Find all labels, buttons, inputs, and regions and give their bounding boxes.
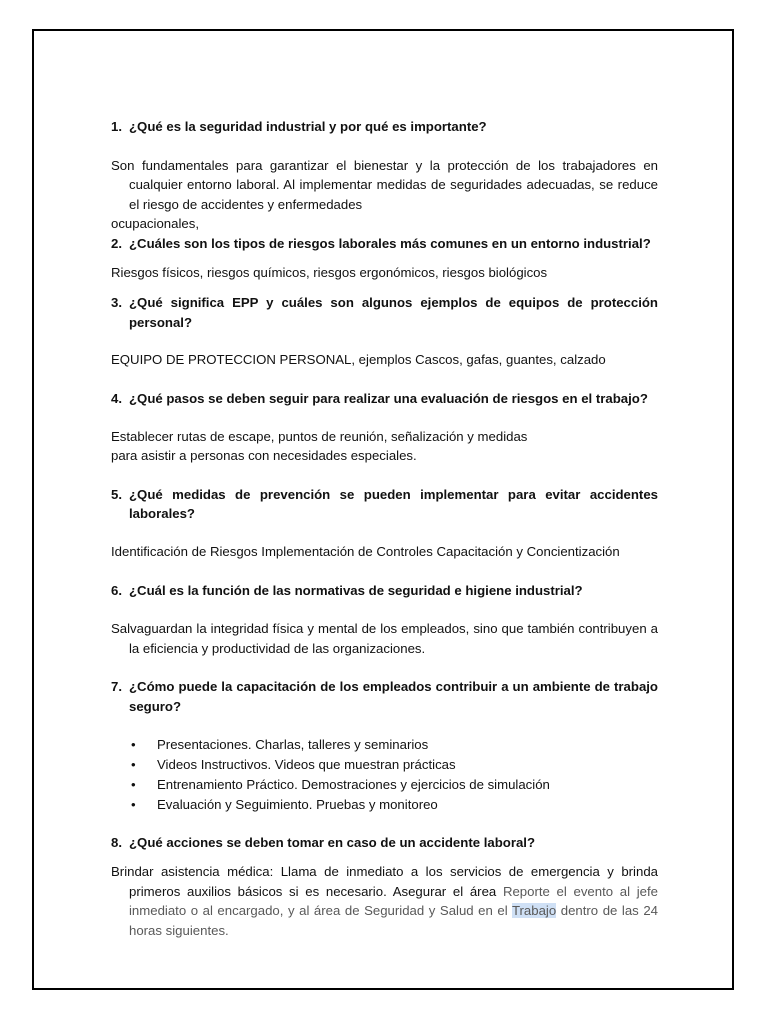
bullet: • — [131, 777, 136, 793]
question-number: 7. — [111, 679, 122, 695]
question-8 — [111, 833, 658, 853]
answer-8-part-3: dentro de las 24 horas siguientes. — [129, 903, 658, 938]
list-item-text: Videos Instructivos. Videos que muestran prácticas — [157, 757, 456, 773]
question-4 — [111, 389, 658, 409]
list-item — [111, 795, 658, 815]
question-number: 2. — [111, 235, 122, 251]
bullet: • — [131, 797, 136, 813]
question-number: 4. — [111, 390, 122, 406]
list-item — [111, 755, 658, 775]
question-3 — [111, 293, 658, 332]
answer-3: EQUIPO DE PROTECCION PERSONAL, ejemplos Cascos, gafas, guantes, calzado — [111, 352, 606, 368]
question-number: 1. — [111, 119, 122, 134]
question-number: 6. — [111, 582, 122, 598]
bullet: • — [131, 757, 136, 773]
answer-2: Riesgos físicos, riesgos químicos, riesgos ergonómicos, riesgos biológicos — [111, 264, 548, 280]
document-content — [111, 87, 658, 940]
bullet-list — [111, 735, 658, 815]
answer-8-part-1: Brindar asistencia médica: Llama de inmediato a los servicios de emergencia y brinda primeros auxilios básicos si es necesario. Asegurar el área — [111, 864, 658, 899]
list-item-text: Presentaciones. Charlas, talleres y seminarios — [157, 737, 429, 753]
selected-text[interactable]: Trabajo — [511, 903, 557, 919]
answer-1-continuation: ocupacionales, — [111, 216, 199, 232]
question-5 — [111, 485, 658, 524]
question-number: 8. — [111, 835, 122, 851]
question-text: ¿Cuáles son los tipos de riesgos laborales más comunes en un entorno industrial? — [129, 235, 651, 251]
list-item-text: Evaluación y Seguimiento. Pruebas y monitoreo — [157, 797, 438, 813]
question-text: ¿Qué es la seguridad industrial y por qué es importante? — [129, 119, 487, 134]
answer-5: Identificación de Riesgos Implementación de Controles Capacitación y Concientización — [111, 543, 620, 559]
list-item — [111, 735, 658, 755]
bullet: • — [131, 737, 136, 753]
question-6 — [111, 581, 658, 601]
question-text: ¿Cómo puede la capacitación de los empleados contribuir a un ambiente de trabajo seguro? — [129, 679, 658, 714]
question-text: ¿Qué medidas de prevención se pueden implementar para evitar accidentes laborales? — [129, 486, 658, 522]
list-item — [111, 775, 658, 795]
answer-6: Salvaguardan la integridad física y mental de los empleados, sino que también contribuyen a la eficiencia y productividad de las organizaciones. — [111, 621, 658, 656]
question-text: ¿Qué significa EPP y cuáles son algunos ejemplos de equipos de protección personal? — [129, 295, 658, 330]
answer-4-continuation: para asistir a personas con necesidades especiales. — [111, 448, 417, 464]
question-1 — [111, 117, 658, 137]
question-text: ¿Qué acciones se deben tomar en caso de un accidente laboral? — [129, 835, 536, 851]
list-item-text: Entrenamiento Práctico. Demostraciones y ejercicios de simulación — [157, 777, 550, 793]
answer-4: Establecer rutas de escape, puntos de reunión, señalización y medidas — [111, 428, 528, 444]
answer-8-part-2: Reporte el evento al jefe inmediato o al encargado, y al área de Seguridad y Salud en el — [129, 883, 658, 919]
question-7 — [111, 677, 658, 716]
question-text: ¿Qué pasos se deben seguir para realizar una evaluación de riesgos en el trabajo? — [129, 390, 648, 406]
question-number: 5. — [111, 486, 122, 502]
question-text: ¿Cuál es la función de las normativas de seguridad e higiene industrial? — [129, 582, 583, 598]
question-2 — [111, 234, 658, 254]
document-page — [32, 29, 734, 990]
question-number: 3. — [111, 295, 122, 311]
answer-1: Son fundamentales para garantizar el bienestar y la protección de los trabajadores en cualquier entorno laboral. Al implementar medidas de seguridades adecuadas, se reduce el riesgo de accidentes y enfermedades — [111, 157, 658, 212]
answer-8 — [111, 862, 658, 940]
